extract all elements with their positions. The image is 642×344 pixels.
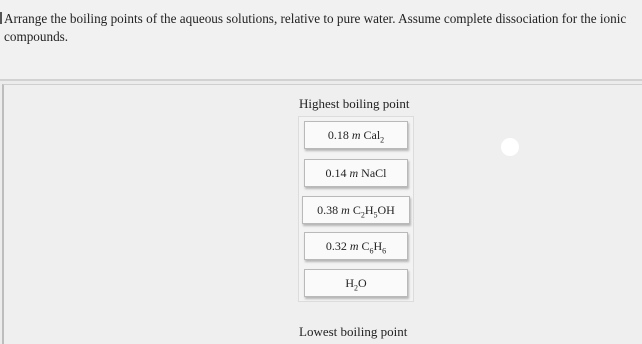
ranking-item-1-text: 0.18 m Cal$_2$ bbox=[327, 128, 385, 145]
question-marker bbox=[0, 12, 2, 24]
question-text-content: Arrange the boiling points of the aqueous solutions, relative to pure water. Assume complete dissociation for the ionic compounds. bbox=[4, 11, 627, 44]
ranking-item-2-text: 0.14 m NaCl bbox=[325, 166, 387, 180]
ranking-list[interactable] bbox=[298, 116, 414, 302]
ranking-item-4-text: 0.32 m $C_6H_6$ bbox=[325, 239, 387, 256]
cursor-icon bbox=[501, 138, 519, 156]
ranking-item-1[interactable] bbox=[304, 121, 408, 149]
ranking-item-5-text: $H_2O$ bbox=[345, 276, 367, 293]
ranking-item-2[interactable] bbox=[304, 159, 408, 187]
ranking-item-5[interactable] bbox=[304, 269, 408, 297]
highest-boiling-label: Highest boiling point bbox=[299, 96, 410, 111]
question-text bbox=[4, 10, 636, 46]
ranking-item-4[interactable] bbox=[304, 232, 408, 260]
lowest-boiling-label: Lowest boiling point bbox=[299, 324, 408, 339]
ranking-item-3-text: 0.38 m $C_2H_5OH$ bbox=[317, 203, 395, 220]
ranking-item-3[interactable] bbox=[302, 196, 410, 224]
